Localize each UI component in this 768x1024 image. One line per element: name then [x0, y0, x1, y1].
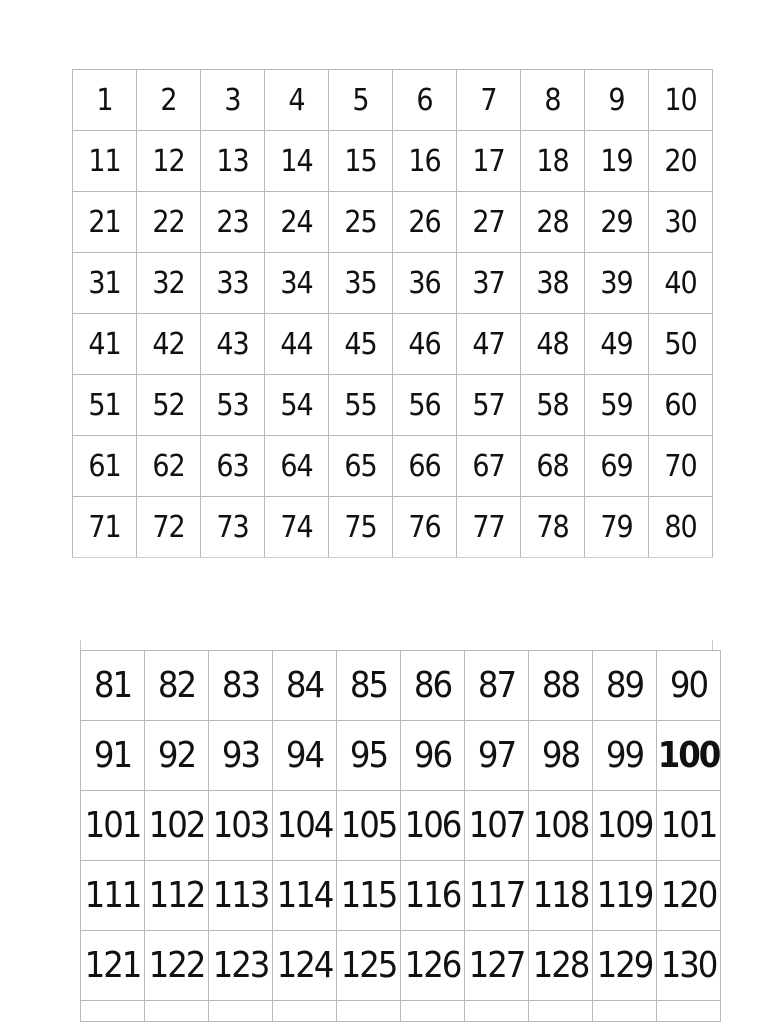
number-cell: 78 — [521, 497, 585, 558]
number-cell: 19 — [585, 131, 649, 192]
number-cell: 84 — [273, 651, 337, 721]
number-cell: 59 — [585, 375, 649, 436]
number-cell: 40 — [649, 253, 713, 314]
number-cell: 68 — [521, 436, 585, 497]
number-cell: 75 — [329, 497, 393, 558]
number-cell: 56 — [393, 375, 457, 436]
number-cell: 70 — [649, 436, 713, 497]
number-cell: 95 — [337, 721, 401, 791]
number-cell: 14 — [265, 131, 329, 192]
number-cell: 20 — [649, 131, 713, 192]
number-cell: 67 — [457, 436, 521, 497]
grid-row-cut-off — [81, 1001, 721, 1022]
number-cell: 21 — [73, 192, 137, 253]
number-cell: 114 — [273, 861, 337, 931]
number-cell: 96 — [401, 721, 465, 791]
number-cell: 101 — [657, 791, 721, 861]
number-cell: 117 — [465, 861, 529, 931]
number-cell: 102 — [145, 791, 209, 861]
number-cell: 87 — [465, 651, 529, 721]
number-cell: 29 — [585, 192, 649, 253]
number-cell: 112 — [145, 861, 209, 931]
number-cell: 54 — [265, 375, 329, 436]
grid-row — [73, 436, 713, 497]
number-cell: 79 — [585, 497, 649, 558]
grid-row — [73, 131, 713, 192]
number-cell-cut-off — [337, 1001, 401, 1022]
grid-row — [81, 791, 721, 861]
number-cell: 13 — [201, 131, 265, 192]
number-cell: 52 — [137, 375, 201, 436]
number-cell: 73 — [201, 497, 265, 558]
number-cell: 44 — [265, 314, 329, 375]
number-cell: 111 — [81, 861, 145, 931]
number-cell: 11 — [73, 131, 137, 192]
number-cell-cut-off — [529, 1001, 593, 1022]
number-cell: 66 — [393, 436, 457, 497]
number-cell: 36 — [393, 253, 457, 314]
number-cell: 130 — [657, 931, 721, 1001]
number-cell: 8 — [521, 70, 585, 131]
number-cell: 30 — [649, 192, 713, 253]
grid-row — [73, 375, 713, 436]
number-cell-cut-off — [401, 1001, 465, 1022]
number-cell: 124 — [273, 931, 337, 1001]
number-cell: 37 — [457, 253, 521, 314]
number-cell: 7 — [457, 70, 521, 131]
number-cell: 18 — [521, 131, 585, 192]
number-cell: 123 — [209, 931, 273, 1001]
number-cell: 1 — [73, 70, 137, 131]
number-cell: 108 — [529, 791, 593, 861]
number-cell: 116 — [401, 861, 465, 931]
number-cell-cut-off — [273, 1001, 337, 1022]
number-cell: 72 — [137, 497, 201, 558]
number-cell: 94 — [273, 721, 337, 791]
grid-row — [73, 70, 713, 131]
number-cell-cut-off — [81, 1001, 145, 1022]
number-cell: 47 — [457, 314, 521, 375]
number-cell: 90 — [657, 651, 721, 721]
number-cell: 86 — [401, 651, 465, 721]
number-cell-cut-off — [209, 1001, 273, 1022]
number-cell: 3 — [201, 70, 265, 131]
number-cell: 107 — [465, 791, 529, 861]
number-cell: 104 — [273, 791, 337, 861]
number-cell-cut-off — [593, 1001, 657, 1022]
number-cell-cut-off — [465, 1001, 529, 1022]
number-cell: 76 — [393, 497, 457, 558]
number-cell: 23 — [201, 192, 265, 253]
number-cell: 43 — [201, 314, 265, 375]
number-cell: 32 — [137, 253, 201, 314]
number-cell: 45 — [329, 314, 393, 375]
grid-row — [73, 192, 713, 253]
number-cell: 89 — [593, 651, 657, 721]
number-cell: 25 — [329, 192, 393, 253]
grid-row — [81, 721, 721, 791]
number-cell: 61 — [73, 436, 137, 497]
grid-row — [81, 931, 721, 1001]
number-cell: 2 — [137, 70, 201, 131]
number-cell: 85 — [337, 651, 401, 721]
number-grid-2-body — [81, 651, 721, 1022]
number-cell: 109 — [593, 791, 657, 861]
grid-row — [81, 861, 721, 931]
number-cell: 80 — [649, 497, 713, 558]
number-cell: 10 — [649, 70, 713, 131]
number-cell: 119 — [593, 861, 657, 931]
number-cell: 99 — [593, 721, 657, 791]
number-cell: 106 — [401, 791, 465, 861]
grid-row — [73, 314, 713, 375]
number-cell: 12 — [137, 131, 201, 192]
number-cell: 53 — [201, 375, 265, 436]
number-cell-cut-off — [145, 1001, 209, 1022]
number-cell: 81 — [81, 651, 145, 721]
number-cell: 118 — [529, 861, 593, 931]
number-cell: 24 — [265, 192, 329, 253]
number-cell: 105 — [337, 791, 401, 861]
number-cell: 38 — [521, 253, 585, 314]
number-cell: 77 — [457, 497, 521, 558]
number-grid-1-to-80 — [72, 69, 713, 558]
number-cell: 71 — [73, 497, 137, 558]
number-cell: 33 — [201, 253, 265, 314]
number-cell: 65 — [329, 436, 393, 497]
grid-row — [73, 253, 713, 314]
grid-row — [73, 497, 713, 558]
number-cell: 63 — [201, 436, 265, 497]
number-cell: 101 — [81, 791, 145, 861]
number-cell: 48 — [521, 314, 585, 375]
number-cell: 83 — [209, 651, 273, 721]
number-cell: 6 — [393, 70, 457, 131]
number-cell: 126 — [401, 931, 465, 1001]
number-cell-cut-off — [657, 1001, 721, 1022]
number-cell: 50 — [649, 314, 713, 375]
number-cell: 39 — [585, 253, 649, 314]
number-cell: 93 — [209, 721, 273, 791]
number-cell: 58 — [521, 375, 585, 436]
number-cell: 16 — [393, 131, 457, 192]
number-cell: 113 — [209, 861, 273, 931]
number-cell: 46 — [393, 314, 457, 375]
number-cell: 125 — [337, 931, 401, 1001]
grid-row — [81, 651, 721, 721]
number-cell: 122 — [145, 931, 209, 1001]
number-cell: 9 — [585, 70, 649, 131]
number-cell: 88 — [529, 651, 593, 721]
number-cell: 115 — [337, 861, 401, 931]
grid-2-top-edge — [80, 640, 713, 650]
number-cell: 120 — [657, 861, 721, 931]
number-cell: 69 — [585, 436, 649, 497]
number-cell: 62 — [137, 436, 201, 497]
number-cell: 41 — [73, 314, 137, 375]
number-cell: 97 — [465, 721, 529, 791]
number-cell: 55 — [329, 375, 393, 436]
number-cell: 100 — [657, 721, 721, 791]
number-cell: 92 — [145, 721, 209, 791]
number-cell: 51 — [73, 375, 137, 436]
number-cell: 49 — [585, 314, 649, 375]
number-cell: 64 — [265, 436, 329, 497]
number-cell: 129 — [593, 931, 657, 1001]
number-cell: 31 — [73, 253, 137, 314]
number-cell: 128 — [529, 931, 593, 1001]
number-cell: 74 — [265, 497, 329, 558]
number-cell: 60 — [649, 375, 713, 436]
number-cell: 82 — [145, 651, 209, 721]
number-cell: 57 — [457, 375, 521, 436]
number-grid-81-to-130 — [80, 650, 721, 1022]
number-cell: 28 — [521, 192, 585, 253]
number-cell: 4 — [265, 70, 329, 131]
number-cell: 5 — [329, 70, 393, 131]
number-cell: 42 — [137, 314, 201, 375]
number-cell: 98 — [529, 721, 593, 791]
number-cell: 27 — [457, 192, 521, 253]
number-cell: 121 — [81, 931, 145, 1001]
number-grid-1-body — [73, 70, 713, 558]
number-cell: 127 — [465, 931, 529, 1001]
number-cell: 91 — [81, 721, 145, 791]
number-cell: 22 — [137, 192, 201, 253]
number-cell: 17 — [457, 131, 521, 192]
number-cell: 26 — [393, 192, 457, 253]
number-cell: 34 — [265, 253, 329, 314]
number-cell: 103 — [209, 791, 273, 861]
number-cell: 35 — [329, 253, 393, 314]
number-cell: 15 — [329, 131, 393, 192]
